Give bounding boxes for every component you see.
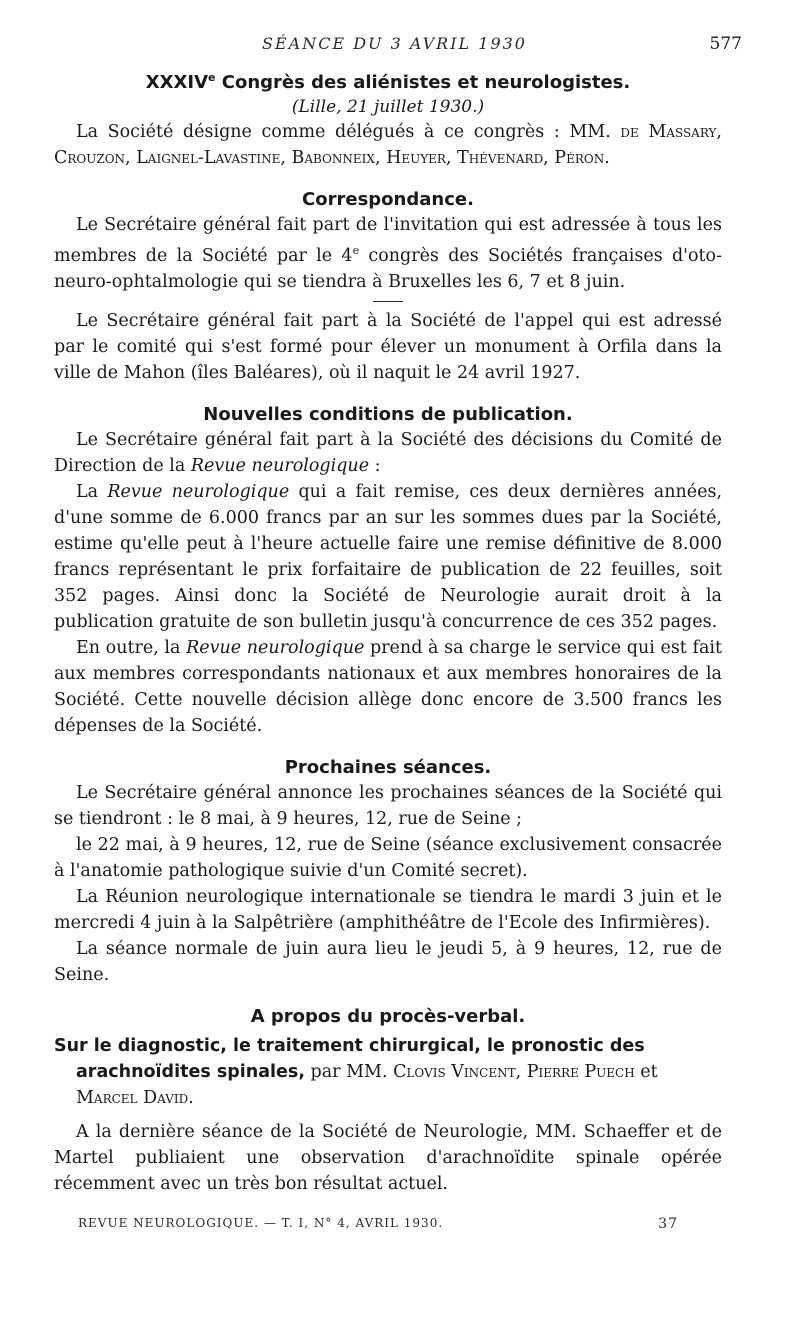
proces-paragraph-1: A la dernière séance de la Société de Neurologie, MM. Schaeffer et de Martel publiaient une observation d'arachnoïdite spinale opérée récemment avec un très bon résultat actuel.: [54, 1121, 722, 1194]
seances-heading: Prochaines séances.: [284, 756, 492, 778]
correspondance-paragraph-2: Le Secrétaire général fait part à la Société de l'appel qui est adressé par le comité qui s'est formé pour élever un monument à Orfila dans la ville de Mahon (îles Baléares), où il naquit le 24 avril 1927.: [54, 310, 722, 383]
congres-paragraph: La Société désigne comme délégués à ce congrès : MM. de Massary, Crouzon, Laignel-Lavastine, Babonneix, Heuyer, Thévenard, Péron.: [54, 122, 722, 168]
congres-heading: XXXIVe Congrès des aliénistes et neurologistes.: [145, 71, 631, 93]
sheet-number: 37: [658, 1216, 678, 1232]
seances-paragraph-1: Le Secrétaire général annonce les prochaines séances de la Société qui se tiendront : le 8 mai, à 9 heures, 12, rue de Seine ;: [54, 782, 722, 829]
article-title: Sur le diagnostic, le traitement chirurgical, le pronostic des arachnoïdites spinales, par MM. Clovis Vincent, Pierre Puech et Marcel David.: [54, 1035, 658, 1108]
publication-paragraph-1: Le Secrétaire général fait part à la Société des décisions du Comité de Direction de la Revue neurologique :: [54, 429, 722, 476]
delegates-list: de Massary, Crouzon, Laignel-Lavastine, Babonneix, Heuyer, Thévenard, Péron.: [54, 122, 722, 168]
correspondance-heading: Correspondance.: [302, 189, 474, 210]
author-3: Marcel David: [76, 1087, 189, 1108]
seances-paragraph-3: La Réunion neurologique internationale se tiendra le mardi 3 juin et le mercredi 4 juin à la Salpêtrière (amphithéâtre de l'Ecole des Infirmières).: [54, 886, 722, 933]
journal-reference: REVUE NEUROLOGIQUE. — T. I, N° 4, AVRIL 1930.: [78, 1216, 444, 1230]
running-title: SÉANCE DU 3 AVRIL 1930: [262, 34, 527, 53]
publication-paragraph-3: En outre, la Revue neurologique prend à sa charge le service qui est fait aux membres correspondants nationaux et aux membres honoraires de la Société. Cette nouvelle décision allège donc encore de 3.500 francs les dépenses de la Société.: [54, 637, 723, 736]
page-footer: [78, 1216, 678, 1230]
seances-paragraph-2: le 22 mai, à 9 heures, 12, rue de Seine (séance exclusivement consacrée à l'anatomie pathologique suivie d'un Comité secret).: [54, 834, 722, 881]
publication-paragraph-2: La Revue neurologique qui a fait remise, ces deux dernières années, d'une somme de 6.000 francs par an sur les sommes dues par la Société, estime qu'elle peut à l'heure actuelle faire une remise définitive de 8.000 francs représentant le prix forfaitaire de publication de 22 feuilles, soit 352 pages. Ainsi donc la Société de Neurologie aurait droit à la publication gratuite de son bulletin jusqu'à concurrence de ces 352 pages.: [54, 481, 723, 632]
page-content: [54, 66, 722, 1197]
congres-subtitle: (Lille, 21 juillet 1930.): [291, 97, 485, 117]
proces-verbal-heading: A propos du procès-verbal.: [250, 1005, 526, 1027]
correspondance-paragraph-1: Le Secrétaire général fait part de l'invitation qui est adressée à tous les membres de la Société par le 4e congrès des Sociétés françaises d'oto-neuro-ophtalmologie qui se tiendra à Bruxelles les 6, 7 et 8 juin.: [54, 215, 722, 292]
author-2: Pierre Puech: [526, 1061, 635, 1082]
running-head: [0, 34, 800, 58]
author-1: Clovis Vincent: [393, 1061, 516, 1082]
publication-heading: Nouvelles conditions de publication.: [203, 403, 573, 425]
page-number: 577: [709, 34, 742, 54]
seances-paragraph-4: La séance normale de juin aura lieu le jeudi 5, à 9 heures, 12, rue de Seine.: [54, 938, 722, 985]
section-divider: [373, 301, 403, 302]
